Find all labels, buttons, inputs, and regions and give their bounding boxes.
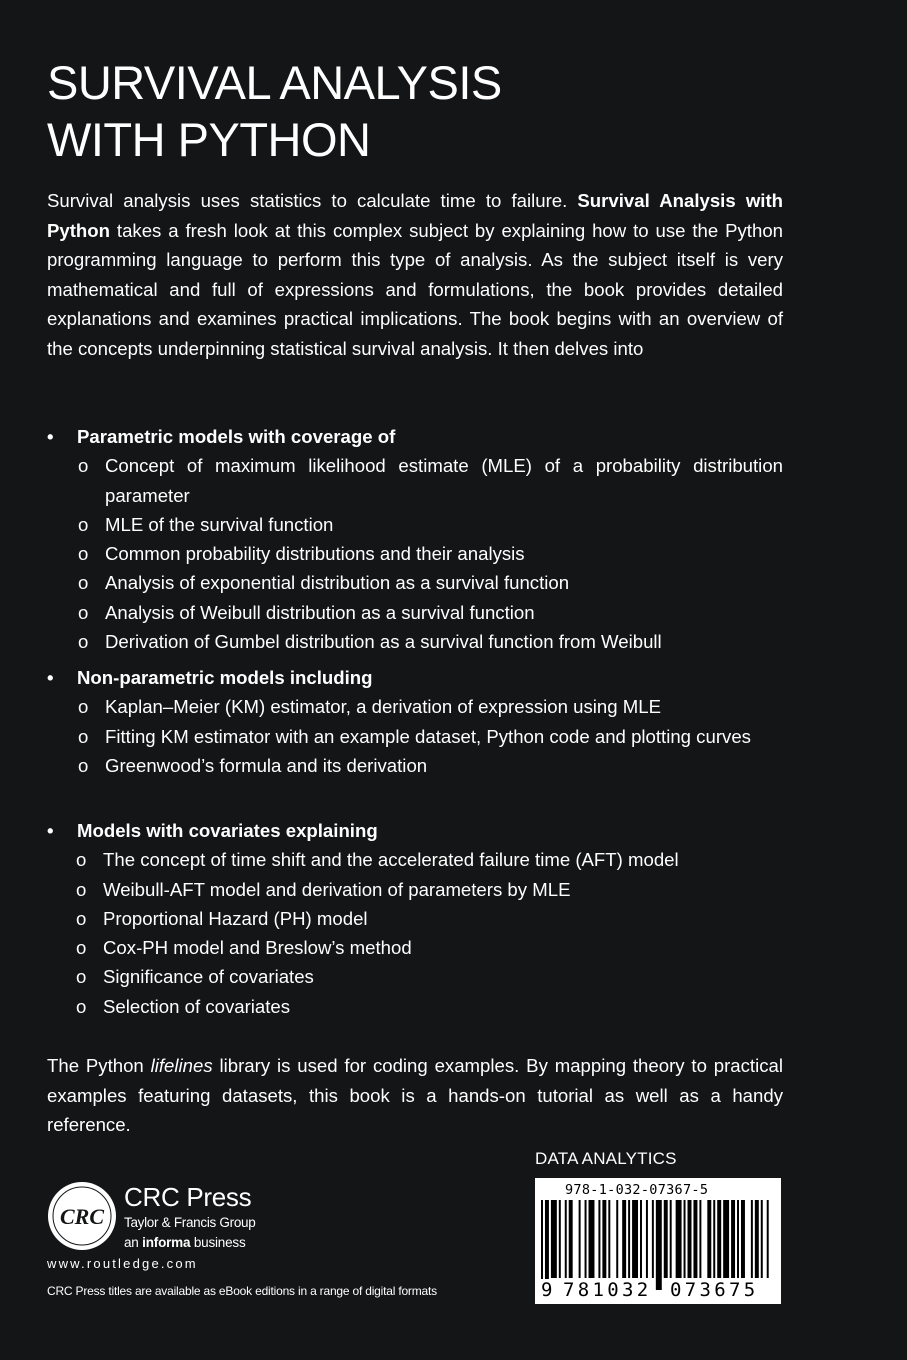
outro-library-name: lifelines	[150, 1055, 213, 1076]
list-item-text: Common probability distributions and their analysis	[105, 543, 525, 565]
barcode-bar	[608, 1200, 610, 1278]
list-item-text: Selection of covariates	[103, 995, 291, 1017]
isbn-number: 978-1-032-07367-5	[565, 1182, 709, 1198]
intro-paragraph	[47, 186, 783, 363]
list-item-text: Cox-PH model and Breslow’s method	[103, 937, 412, 959]
list-item-text: Analysis of Weibull distribution as a survival function	[105, 601, 535, 623]
barcode-bar	[741, 1200, 745, 1278]
intro-text-2: takes a fresh look at this complex subject by explaining how to use the Python programming language to perform this type of analysis. As the subject itself is very mathematical and full of expressions and formulations, the book provides detailed explanations and examines practical implications. The book begins with an overview of the concepts underpinning statistical survival analysis. It then delves into	[47, 219, 783, 359]
list-item-text: Concept of maximum likelihood estimate (MLE) of a probability distribution parameter	[105, 455, 783, 506]
ean-group-2: 073675	[670, 1279, 759, 1301]
barcode-bar	[713, 1200, 715, 1278]
barcode-bar	[755, 1200, 759, 1278]
logo-text: CRC	[59, 1204, 105, 1229]
list-item	[47, 933, 783, 962]
sub-bullet-icon: o	[78, 513, 89, 535]
sub-bullet-icon: o	[76, 966, 87, 988]
list-item	[47, 692, 783, 721]
barcode-bars	[541, 1200, 777, 1290]
section-covariates	[47, 816, 783, 1021]
barcode-bar	[569, 1200, 573, 1278]
tagline-prefix: an	[124, 1235, 143, 1250]
barcode-bar	[585, 1200, 587, 1278]
barcode-bar	[767, 1200, 769, 1278]
list-item-text: Weibull-AFT model and derivation of parameters by MLE	[103, 878, 571, 900]
barcode-bar	[628, 1200, 630, 1278]
title-line-1: SURVIVAL ANALYSIS	[47, 56, 502, 109]
list-item-text: Proportional Hazard (PH) model	[103, 907, 368, 929]
list-item	[47, 751, 783, 780]
barcode-bar	[664, 1200, 668, 1278]
section-heading	[47, 816, 783, 845]
section-parametric	[47, 422, 783, 656]
barcode-bar	[693, 1200, 697, 1278]
sub-bullet-icon: o	[76, 878, 87, 900]
barcode-bar	[707, 1200, 711, 1278]
sub-bullet-icon: o	[78, 543, 89, 565]
sub-bullet-icon: o	[78, 601, 89, 623]
list-item	[47, 722, 783, 751]
publisher-tagline	[124, 1233, 255, 1252]
barcode-bar	[699, 1200, 701, 1278]
barcode-bar	[670, 1200, 672, 1278]
ebook-note: CRC Press titles are available as eBook editions in a range of digital formats	[47, 1284, 437, 1298]
title-line-2: WITH PYTHON	[47, 113, 371, 166]
section-heading-text: Parametric models with coverage of	[77, 426, 396, 447]
outro-paragraph	[47, 1051, 783, 1140]
list-item	[47, 904, 783, 933]
list-item	[47, 992, 783, 1021]
barcode-bar	[565, 1200, 567, 1278]
bullet-icon: •	[47, 820, 54, 841]
barcode-bar	[717, 1200, 721, 1278]
list-item	[47, 451, 783, 510]
tagline-bold: informa	[142, 1235, 191, 1250]
sub-bullet-icon: o	[76, 937, 87, 959]
list-item	[47, 568, 783, 597]
bullet-icon: •	[47, 667, 54, 688]
list-item-text: Fitting KM estimator with an example dataset, Python code and plotting curves	[105, 725, 751, 747]
crc-press-logo	[47, 1181, 117, 1251]
barcode-bar	[688, 1200, 692, 1278]
list-item-text: The concept of time shift and the accelerated failure time (AFT) model	[103, 849, 679, 871]
barcode-bar	[751, 1200, 753, 1278]
sub-bullet-icon: o	[78, 631, 89, 653]
sub-bullet-icon: o	[78, 696, 89, 718]
publisher-info	[124, 1181, 255, 1252]
barcode-bar	[723, 1200, 729, 1278]
sub-bullet-icon: o	[78, 754, 89, 776]
barcode-bar	[761, 1200, 763, 1278]
outro-text-2: library is used for coding examples. By mapping theory to practical examples featuring datasets, this book is a hands-on tutorial as well as a handy reference.	[47, 1055, 783, 1135]
list-item	[47, 845, 783, 874]
list-item-text: Greenwood’s formula and its derivation	[105, 754, 428, 776]
section-non-parametric	[47, 663, 783, 780]
barcode-bar	[622, 1200, 626, 1278]
list-item-text: Kaplan–Meier (KM) estimator, a derivation of expression using MLE	[105, 696, 662, 718]
list-item	[47, 627, 783, 656]
barcode-bar	[579, 1200, 581, 1278]
barcode-bar	[632, 1200, 638, 1278]
list-item-text: Analysis of exponential distribution as a survival function	[105, 572, 570, 594]
barcode-bar	[640, 1200, 642, 1278]
barcode-bar	[559, 1200, 561, 1278]
sub-bullet-icon: o	[76, 849, 87, 871]
sub-bullet-icon: o	[78, 572, 89, 594]
intro-text-1: Survival analysis uses statistics to calculate time to failure.	[47, 190, 578, 211]
sub-bullet-icon: o	[78, 725, 89, 747]
barcode-bar	[602, 1200, 606, 1278]
tagline-suffix: business	[190, 1235, 246, 1250]
section-heading	[47, 663, 783, 692]
website-link[interactable]: www.routledge.com	[47, 1256, 198, 1271]
barcode-bar	[551, 1200, 557, 1278]
list-item	[47, 875, 783, 904]
isbn-barcode	[535, 1178, 781, 1304]
category-label: DATA ANALYTICS	[535, 1149, 677, 1168]
sub-bullet-icon: o	[76, 907, 87, 929]
sub-bullet-icon: o	[78, 455, 89, 477]
book-title	[47, 54, 502, 168]
section-heading-text: Models with covariates explaining	[77, 820, 378, 841]
publisher-name: CRC Press	[124, 1182, 252, 1212]
barcode-bar	[652, 1200, 654, 1278]
barcode-bar	[676, 1200, 682, 1278]
section-heading	[47, 422, 783, 451]
section-heading-text: Non-parametric models including	[77, 667, 373, 688]
barcode-bar	[656, 1200, 662, 1290]
list-item	[47, 962, 783, 991]
barcode-bar	[731, 1200, 735, 1278]
list-item	[47, 510, 783, 539]
barcode-bar	[646, 1200, 648, 1278]
intro-book-name: Survival Analysis with Python	[47, 190, 783, 241]
sub-bullet-icon: o	[76, 995, 87, 1017]
list-item-text: Significance of covariates	[103, 966, 314, 988]
barcode-bar	[541, 1200, 543, 1290]
barcode-bar	[545, 1200, 549, 1290]
list-item	[47, 539, 783, 568]
list-item-text: MLE of the survival function	[105, 513, 334, 535]
ean-first-digit: 9	[541, 1279, 553, 1301]
barcode-bar	[737, 1200, 739, 1278]
list-item	[47, 598, 783, 627]
bullet-icon: •	[47, 426, 54, 447]
barcode-bar	[684, 1200, 686, 1278]
ean-group-1: 781032	[563, 1279, 652, 1301]
outro-text-1: The Python	[47, 1055, 151, 1076]
barcode-bar	[598, 1200, 600, 1278]
publisher-group: Taylor & Francis Group	[124, 1215, 256, 1230]
list-item-text: Derivation of Gumbel distribution as a survival function from Weibull	[105, 631, 662, 653]
barcode-bar	[616, 1200, 618, 1278]
barcode-bar	[589, 1200, 595, 1278]
